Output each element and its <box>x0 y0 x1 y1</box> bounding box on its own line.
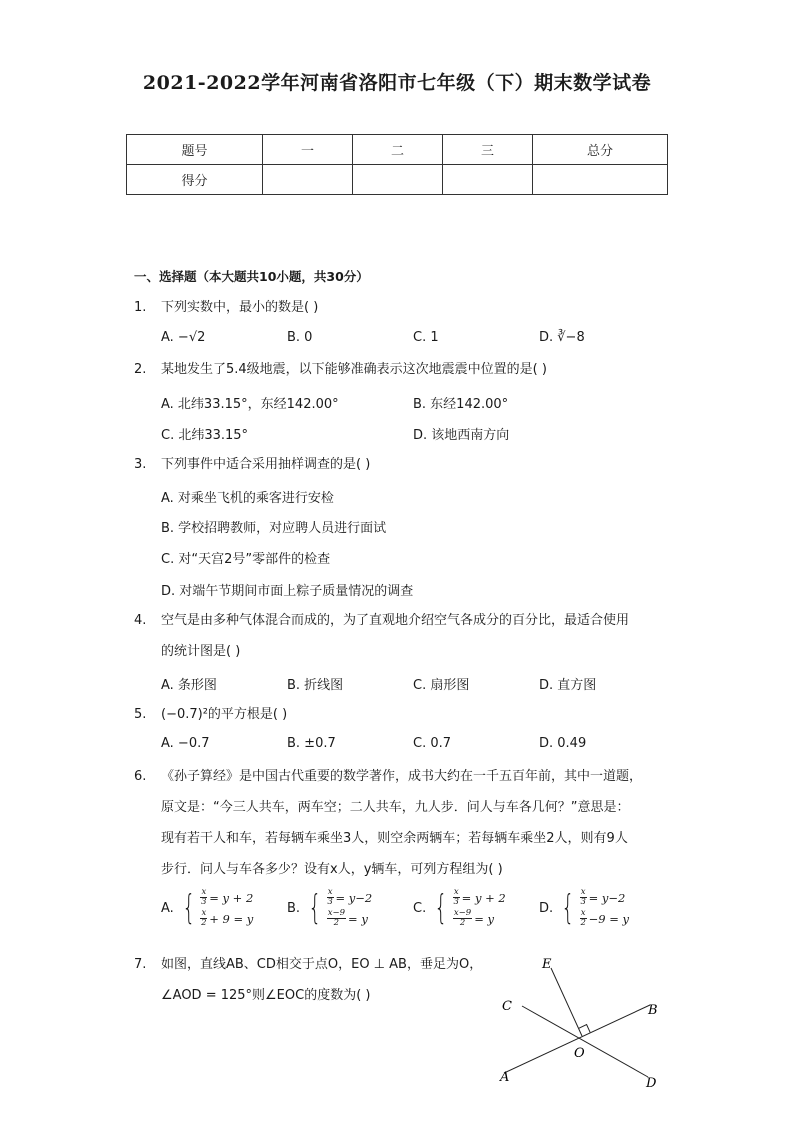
option-a: A. 对乘坐飞机的乘客进行安检 <box>161 491 334 506</box>
question-text: 如图，直线AB、CD相交于点O，EO ⊥ AB，垂足为O， <box>161 957 483 972</box>
question-number: 7. <box>134 957 147 972</box>
score-table-header-row <box>127 135 668 165</box>
frac-numerator: x−9 <box>453 908 472 918</box>
option-a <box>161 887 253 929</box>
label-o: O <box>574 1046 585 1061</box>
brace-glyph: { <box>308 888 322 928</box>
ray-oe <box>551 968 582 1036</box>
frac-numerator: x <box>201 908 207 918</box>
question-text: 下列事件中适合采用抽样调查的是( ) <box>161 457 371 472</box>
score-header-cell: 三 <box>443 135 533 165</box>
question-text: 空气是由多种气体混合而成的，为了直观地介绍空气各成分的百分比，最适合使用 <box>161 613 630 628</box>
frac-denominator: 2 <box>333 918 340 928</box>
option-d <box>539 887 629 929</box>
line-ab <box>504 1005 650 1073</box>
score-header-cell: 一 <box>263 135 353 165</box>
label-a: A <box>500 1070 510 1085</box>
equation-rest: = y + 2 <box>209 890 254 905</box>
option-d: D. 对端午节期间市面上粽子质量情况的调查 <box>161 584 414 599</box>
equation-system <box>200 887 253 929</box>
option-b: B. 0 <box>287 330 313 345</box>
option-b: B. 学校招聘教师，对应聘人员进行面试 <box>161 521 387 536</box>
brace-glyph: { <box>182 888 196 928</box>
equation-rest: = y + 2 <box>461 890 506 905</box>
equation-rest: −9 = y <box>588 911 629 926</box>
option-letter: B. <box>287 900 301 916</box>
equation-rest: + 9 = y <box>209 911 254 926</box>
option-c: C. 1 <box>413 330 439 345</box>
geometry-figure <box>480 950 680 1095</box>
question-text: 原文是：“今三人共车，两车空；二人共车，九人步．问人与车各几何？”意思是： <box>161 800 630 815</box>
equation-system <box>580 887 629 929</box>
equation-rest: = y <box>348 911 368 926</box>
score-table <box>126 134 668 195</box>
label-c: C <box>502 999 512 1014</box>
option-letter: D. <box>539 900 554 916</box>
question-text: 步行．问人与车各多少？设有x人，y辆车，可列方程组为( ) <box>161 862 503 877</box>
option-letter: A. <box>161 900 174 916</box>
frac-denominator: 2 <box>580 918 586 928</box>
frac-denominator: 3 <box>453 897 459 907</box>
exam-title: 2021-2022学年河南省洛阳市七年级（下）期末数学试卷 <box>142 72 652 94</box>
score-cell[interactable] <box>263 165 353 195</box>
question-text: 的统计图是( ) <box>161 644 241 659</box>
option-c: C. 扇形图 <box>413 678 470 693</box>
question-number: 4. <box>134 613 147 628</box>
frac-denominator: 3 <box>580 897 586 907</box>
label-e: E <box>542 957 552 972</box>
option-d: D. ∛−8 <box>539 330 585 345</box>
score-header-cell: 二 <box>353 135 443 165</box>
equation-rest: = y−2 <box>588 890 626 905</box>
question-text: ∠AOD = 125°则∠EOC的度数为( ) <box>161 988 371 1003</box>
frac-numerator: x <box>327 887 333 897</box>
option-a: A. −0.7 <box>161 736 210 751</box>
score-row-label: 得分 <box>127 165 263 195</box>
option-c: C. 对“天宫2号”零部件的检查 <box>161 552 331 567</box>
option-b: B. 东经142.00° <box>413 397 509 412</box>
frac-denominator: 3 <box>201 897 207 907</box>
label-b: B <box>648 1003 658 1018</box>
option-c: C. 北纬33.15° <box>161 428 249 443</box>
question-number: 5. <box>134 707 147 722</box>
brace-glyph: { <box>561 888 575 928</box>
equation-rest: = y−2 <box>335 890 373 905</box>
option-c: C. 0.7 <box>413 736 452 751</box>
option-letter: C. <box>413 900 427 916</box>
label-d: D <box>646 1076 657 1091</box>
frac-numerator: x <box>201 887 207 897</box>
frac-denominator: 3 <box>327 897 333 907</box>
score-table-score-row <box>127 165 668 195</box>
option-d: D. 0.49 <box>539 736 587 751</box>
score-cell[interactable] <box>443 165 533 195</box>
frac-denominator: 2 <box>201 918 207 928</box>
equation-system <box>453 887 506 929</box>
question-number: 1. <box>134 300 147 315</box>
frac-numerator: x <box>580 908 586 918</box>
equation-rest: = y <box>474 911 494 926</box>
option-a: A. 北纬33.15°，东经142.00° <box>161 397 339 412</box>
frac-numerator: x <box>580 887 586 897</box>
score-cell[interactable] <box>533 165 668 195</box>
option-c <box>413 887 506 929</box>
frac-numerator: x−9 <box>327 908 346 918</box>
question-text: 现有若干人和车，若每辆车乘坐3人，则空余两辆车；若每辆车乘坐2人，则有9人 <box>161 831 628 846</box>
question-number: 2. <box>134 362 147 377</box>
option-b <box>287 887 372 929</box>
option-b: B. 折线图 <box>287 678 344 693</box>
option-d: D. 直方图 <box>539 678 597 693</box>
score-cell[interactable] <box>353 165 443 195</box>
option-b: B. ±0.7 <box>287 736 336 751</box>
frac-numerator: x <box>453 887 459 897</box>
question-number: 3. <box>134 457 147 472</box>
score-header-cell: 总分 <box>533 135 668 165</box>
question-text: (−0.7)²的平方根是( ) <box>161 707 288 722</box>
equation-system <box>327 887 373 929</box>
option-a: A. 条形图 <box>161 678 217 693</box>
line-cd <box>522 1006 648 1077</box>
question-text: 下列实数中，最小的数是( ) <box>161 300 319 315</box>
brace-glyph: { <box>434 888 448 928</box>
question-number: 6. <box>134 769 147 784</box>
option-d: D. 该地西南方向 <box>413 428 510 443</box>
option-a: A. −√2 <box>161 330 206 345</box>
question-text: 《孙子算经》是中国古代重要的数学著作，成书大约在一千五百年前，其中一道题， <box>161 769 643 784</box>
frac-denominator: 2 <box>459 918 466 928</box>
score-header-cell: 题号 <box>127 135 263 165</box>
question-text: 某地发生了5.4级地震，以下能够准确表示这次地震震中位置的是( ) <box>161 362 547 377</box>
section-heading: 一、选择题（本大题共10小题，共30分） <box>134 269 369 284</box>
